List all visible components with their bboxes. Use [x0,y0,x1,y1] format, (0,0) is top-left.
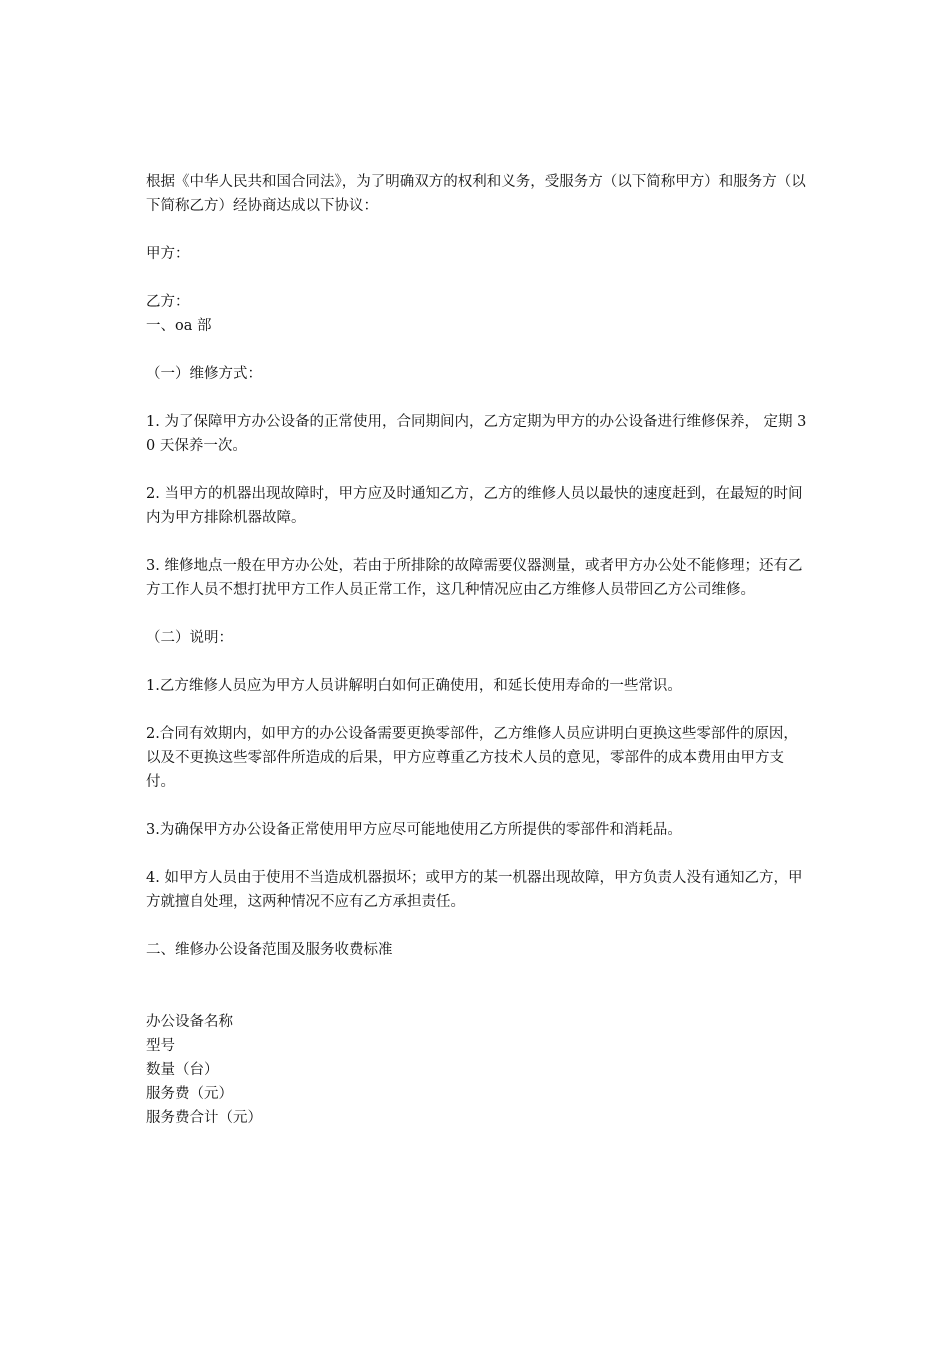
method-item-3: 3. 维修地点一般在甲方办公处，若由于所排除的故障需要仪器测量，或者甲方办公处不能修理；还有乙方工作人员不想打扰甲方工作人员正常工作，这几种情况应由乙方维修人员带回乙方公司维修。 [146,558,803,598]
section-1-title: 一、oa 部 [146,318,212,334]
table-header-model: 型号 [146,1038,175,1054]
note-item-2: 2.合同有效期内，如甲方的办公设备需要更换零部件，乙方维修人员应讲明白更换这些零部件的原因，以及不更换这些零部件所造成的后果，甲方应尊重乙方技术人员的意见，零部件的成本费用由甲方支付。 [146,726,798,790]
fee-table-headers [146,1010,810,1130]
party-a-label: 甲方： [146,246,190,262]
method-item-1: 1. 为了保障甲方办公设备的正常使用，合同期间内，乙方定期为甲方的办公设备进行维修保养， 定期 30 天保养一次。 [146,414,807,454]
section-2-title: 二、维修办公设备范围及服务收费标准 [146,942,393,958]
table-header-service-fee-total: 服务费合计（元） [146,1110,262,1126]
table-header-quantity: 数量（台） [146,1062,219,1078]
intro-paragraph: 根据《中华人民共和国合同法》，为了明确双方的权利和义务，受服务方（以下简称甲方）和服务方（以下简称乙方）经协商达成以下协议： [146,174,806,214]
subsection-1-title: （一）维修方式： [146,366,262,382]
note-item-1: 1.乙方维修人员应为甲方人员讲解明白如何正确使用，和延长使用寿命的一些常识。 [146,678,682,694]
document-body [146,170,810,1130]
party-b-label: 乙方： [146,294,190,310]
note-item-4: 4. 如甲方人员由于使用不当造成机器损坏；或甲方的某一机器出现故障，甲方负责人没有通知乙方，甲方就擅自处理，这两种情况不应有乙方承担责任。 [146,870,803,910]
table-header-device-name: 办公设备名称 [146,1014,233,1030]
method-item-2: 2. 当甲方的机器出现故障时，甲方应及时通知乙方，乙方的维修人员以最快的速度赶到，在最短的时间内为甲方排除机器故障。 [146,486,803,526]
table-header-service-fee: 服务费（元） [146,1086,233,1102]
note-item-3: 3.为确保甲方办公设备正常使用甲方应尽可能地使用乙方所提供的零部件和消耗品。 [146,822,682,838]
subsection-2-title: （二）说明： [146,630,233,646]
spacer [146,962,810,1010]
